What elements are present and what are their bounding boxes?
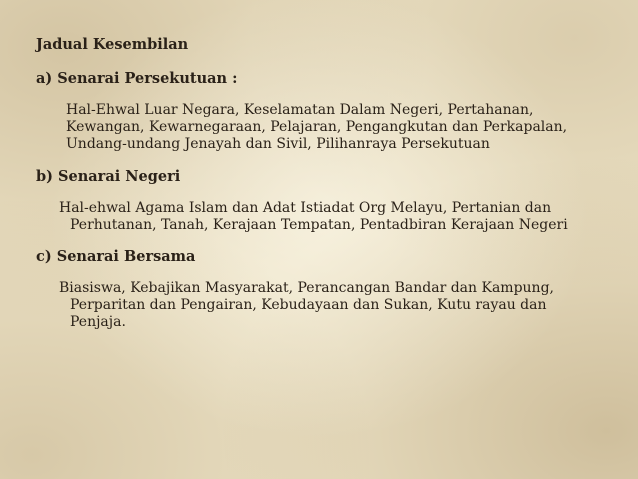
section-body-senarai-persekutuan: Hal-Ehwal Luar Negara, Keselamatan Dalam Negeri, Pertahanan, Kewangan, Kewarnegaraan, Pelajaran, Pengangkutan dan Perkapalan, Undang-undang Jenayah dan Sivil, Pilihanraya Persekutuan	[66, 102, 568, 152]
section-body-senarai-bersama: Biasiswa, Kebajikan Masyarakat, Perancangan Bandar dan Kampung, Perparitan dan Pengairan, Kebudayaan dan Sukan, Kutu rayau dan Penjaja.	[59, 280, 554, 330]
section-title-senarai-negeri: b) Senarai Negeri	[36, 168, 181, 185]
page-title: Jadual Kesembilan	[36, 36, 189, 53]
section-title-senarai-persekutuan: a) Senarai Persekutuan :	[36, 70, 238, 87]
section-body-senarai-negeri: Hal-ehwal Agama Islam dan Adat Istiadat Org Melayu, Pertanian dan Perhutanan, Tanah, Kerajaan Tempatan, Pentadbiran Kerajaan Negeri	[59, 200, 568, 233]
section-title-senarai-bersama: c) Senarai Bersama	[36, 248, 196, 265]
slide-content	[36, 36, 606, 331]
